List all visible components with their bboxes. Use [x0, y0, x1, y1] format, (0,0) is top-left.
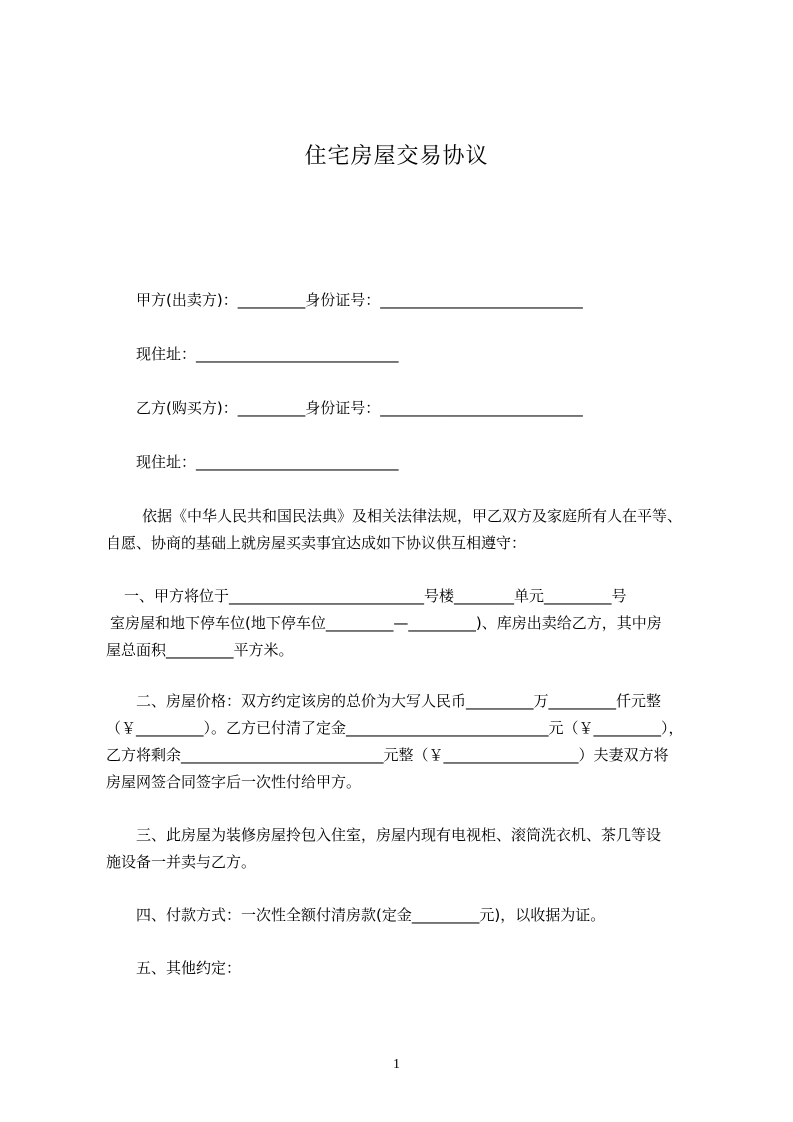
clause-one-line-2: 室房屋和地下停车位(地下停车位_________—_________)、库房出卖给乙方，其中房 — [110, 614, 662, 632]
preamble-line-2: 自愿、协商的基础上就房屋买卖事宜达成如下协议供互相遵守： — [106, 534, 527, 552]
party-b-line: 乙方(购买方)：_________身份证号：___________________________ — [136, 399, 583, 417]
clause-one-line-3: 屋总面积_________平方米。 — [106, 641, 294, 659]
clause-three-line-2: 施设备一并卖与乙方。 — [106, 853, 257, 871]
clause-two-line-2: （￥_________）。乙方已付清了定金___________________________元（￥_________）， — [106, 719, 684, 737]
clause-five-line-1: 五、其他约定： — [136, 959, 242, 977]
document-title: 住宅房屋交易协议 — [304, 144, 489, 169]
party-a-line: 甲方(出卖方)：_________身份证号：___________________________ — [136, 291, 583, 309]
clause-one-line-1: 一、甲方将位于__________________________号楼________单元_________号 — [124, 587, 627, 605]
preamble-line-1: 依据《中华人民共和国民法典》及相关法律法规，甲乙双方及家庭所有人在平等、 — [142, 507, 683, 525]
page-number: 1 — [393, 1057, 400, 1072]
clause-four-line-1: 四、付款方式：一次性全额付清房款(定金_________元)，以收据为证。 — [136, 906, 606, 924]
party-b-address: 现住址：___________________________ — [136, 453, 399, 471]
party-a-address: 现住址：___________________________ — [136, 345, 399, 363]
clause-two-line-4: 房屋网签合同签字后一次性付给甲方。 — [106, 773, 362, 791]
clause-two-line-1: 二、房屋价格：双方约定该房的总价为大写人民币_________万_________仟元整 — [136, 692, 662, 710]
clause-three-line-1: 三、此房屋为装修房屋拎包入住室，房屋内现有电视柜、滚筒洗衣机、茶几等设 — [136, 826, 662, 844]
clause-two-line-3: 乙方将剩余___________________________元整（￥__________________）夫妻双方将 — [106, 746, 669, 764]
